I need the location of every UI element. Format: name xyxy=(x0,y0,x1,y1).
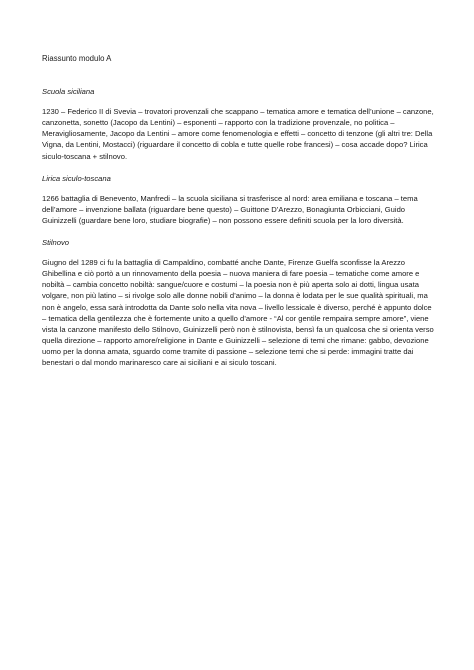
section-heading-lirica-siculo-toscana: Lirica siculo-toscana xyxy=(42,173,111,183)
document-body xyxy=(42,53,434,379)
section-text-lirica-siculo-toscana: 1266 battaglia di Benevento, Manfredi – la scuola siciliana si trasferisce al nord: area emiliana e toscana – tema dell’amore – invenzione ballata (riguardare bene questo) – Guittone D’Arezzo, Bonagiunta Orbicciani, Guido Guinizzelli (guardare bene loro, studiare biografie) – non possono essere definiti scuola per la loro diversità. xyxy=(42,193,418,225)
document-title: Riassunto modulo A xyxy=(42,54,112,63)
section-text-scuola-siciliana: 1230 – Federico II di Svevia – trovatori provenzali che scappano – tematica amore e tematica dell’unione – canzone, canzonetta, sonetto (Jacopo da Lentini) – esponenti – rapporto con la tradizione provenzale, no politica – Meravigliosamente, Jacopo da Lentini – amore come fenomenologia e effetti – concetto di tenzone (gli altri tre: Della Vigna, da Lentini, Mostacci) (riguardare il concetto di cobla e tutte quelle robe francesi) – cosa accade dopo? Lirica siculo-toscana + stilnovo. xyxy=(42,107,434,161)
section-heading-stilnovo: Stilnovo xyxy=(42,238,70,248)
section-heading-scuola-siciliana: Scuola siciliana xyxy=(42,87,95,97)
section-text-stilnovo: Giugno del 1289 ci fu la battaglia di Campaldino, combatté anche Dante, Firenze Guelfa sconfisse la Arezzo Ghibellina e ciò portò a un rinnovamento della poesia – nuova maniera di fare poesia – tematiche come amore e nobiltà – cambia concetto nobiltà: sangue/cuore e costumi – la poesia non è più aperta solo ai dotti, lingua usata volgare, non più latino – si rivolge solo alle donne nobili d’animo – la donna è lodata per le sue qualità spirituali, ma non è angelo, essa sarà introdotta da Dante solo nella vita nova – livello lessicale è diverso, perché è appunto dolce – tematica della gentilezza che è fortemente unito a quello d’amore - “Al cor gentile rempaira sempre amore”, viene vista la canzone manifesto dello Stilnovo, Guinizzelli però non è stilnovista, bensì fa un qualcosa che si orienta verso quella direzione – rapporto amore/religione in Dante e Guinizzelli – selezione di temi che rimane: gabbo, devozione uomo per la donna amata, sguardo come tramite di passione – selezione temi che si perde: immagini tratte dai benestari o dal mondo marinaresco care ai siciliani e ai siculo toscani. xyxy=(42,258,434,367)
